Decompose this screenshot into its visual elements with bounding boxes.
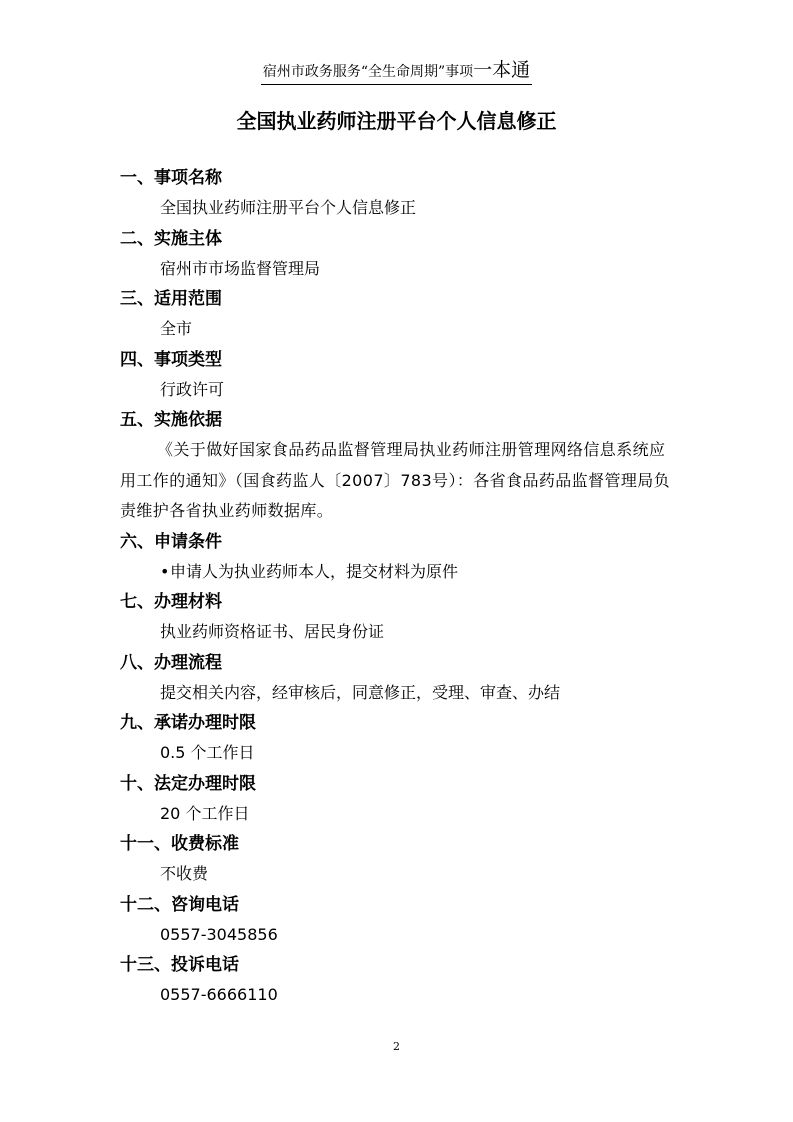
section-body-basis: 《关于做好国家食品药品监督管理局执业药师注册管理网络信息系统应用工作的通知》（国食药监人〔2007〕783号）：各省食品药品监督管理局负责维护各省执业药师数据库。 [120, 440, 671, 520]
document-title: 全国执业药师注册平台个人信息修正 [236, 109, 557, 133]
section-heading-consult-phone: 十二、咨询电话 [120, 894, 239, 915]
section-heading-fees: 十一、收费标准 [120, 834, 239, 854]
section-body-name: 全国执业药师注册平台个人信息修正 [160, 198, 417, 217]
sections-list [120, 163, 680, 1011]
conditions-text: 申请人为执业药师本人，提交材料为原件 [170, 561, 459, 581]
section-body-consult-phone: 0557-3045856 [160, 924, 278, 944]
page-number: 2 [393, 1040, 400, 1053]
section-body-type: 行政许可 [160, 379, 225, 399]
section-body-promised-time: 0.5 个工作日 [160, 743, 255, 762]
header-right-text: 一本通 [473, 59, 531, 81]
section-body-legal-time: 20 个工作日 [160, 803, 250, 823]
section-heading-process: 八、办理流程 [120, 652, 222, 673]
section-heading-name: 一、事项名称 [120, 168, 222, 188]
section-heading-materials: 七、办理材料 [120, 592, 222, 612]
section-body-agency: 宿州市市场监督管理局 [160, 258, 321, 278]
header-left-text: 宿州市政务服务“全生命周期”事项 [262, 64, 474, 80]
section-heading-promised-time: 九、承诺办理时限 [120, 713, 256, 733]
bullet-icon: • [160, 561, 170, 581]
section-body-materials: 执业药师资格证书、居民身份证 [160, 622, 385, 641]
section-heading-basis: 五、实施依据 [120, 410, 222, 430]
section-heading-legal-time: 十、法定办理时限 [120, 773, 256, 794]
section-heading-type: 四、事项类型 [120, 349, 222, 370]
header-line [261, 60, 532, 85]
section-body-fees: 不收费 [160, 864, 209, 883]
section-heading-scope: 三、适用范围 [120, 289, 222, 309]
section-body-scope: 全市 [160, 319, 193, 338]
section-body-conditions [120, 557, 680, 588]
section-heading-conditions: 六、申请条件 [120, 531, 222, 552]
section-heading-complaint-phone: 十三、投诉电话 [120, 955, 239, 975]
section-body-complaint-phone: 0557-6666110 [160, 985, 278, 1004]
section-heading-agency: 二、实施主体 [120, 228, 222, 249]
section-body-process: 提交相关内容，经审核后，同意修正，受理、审查、办结 [160, 682, 561, 702]
page-header [0, 60, 793, 85]
